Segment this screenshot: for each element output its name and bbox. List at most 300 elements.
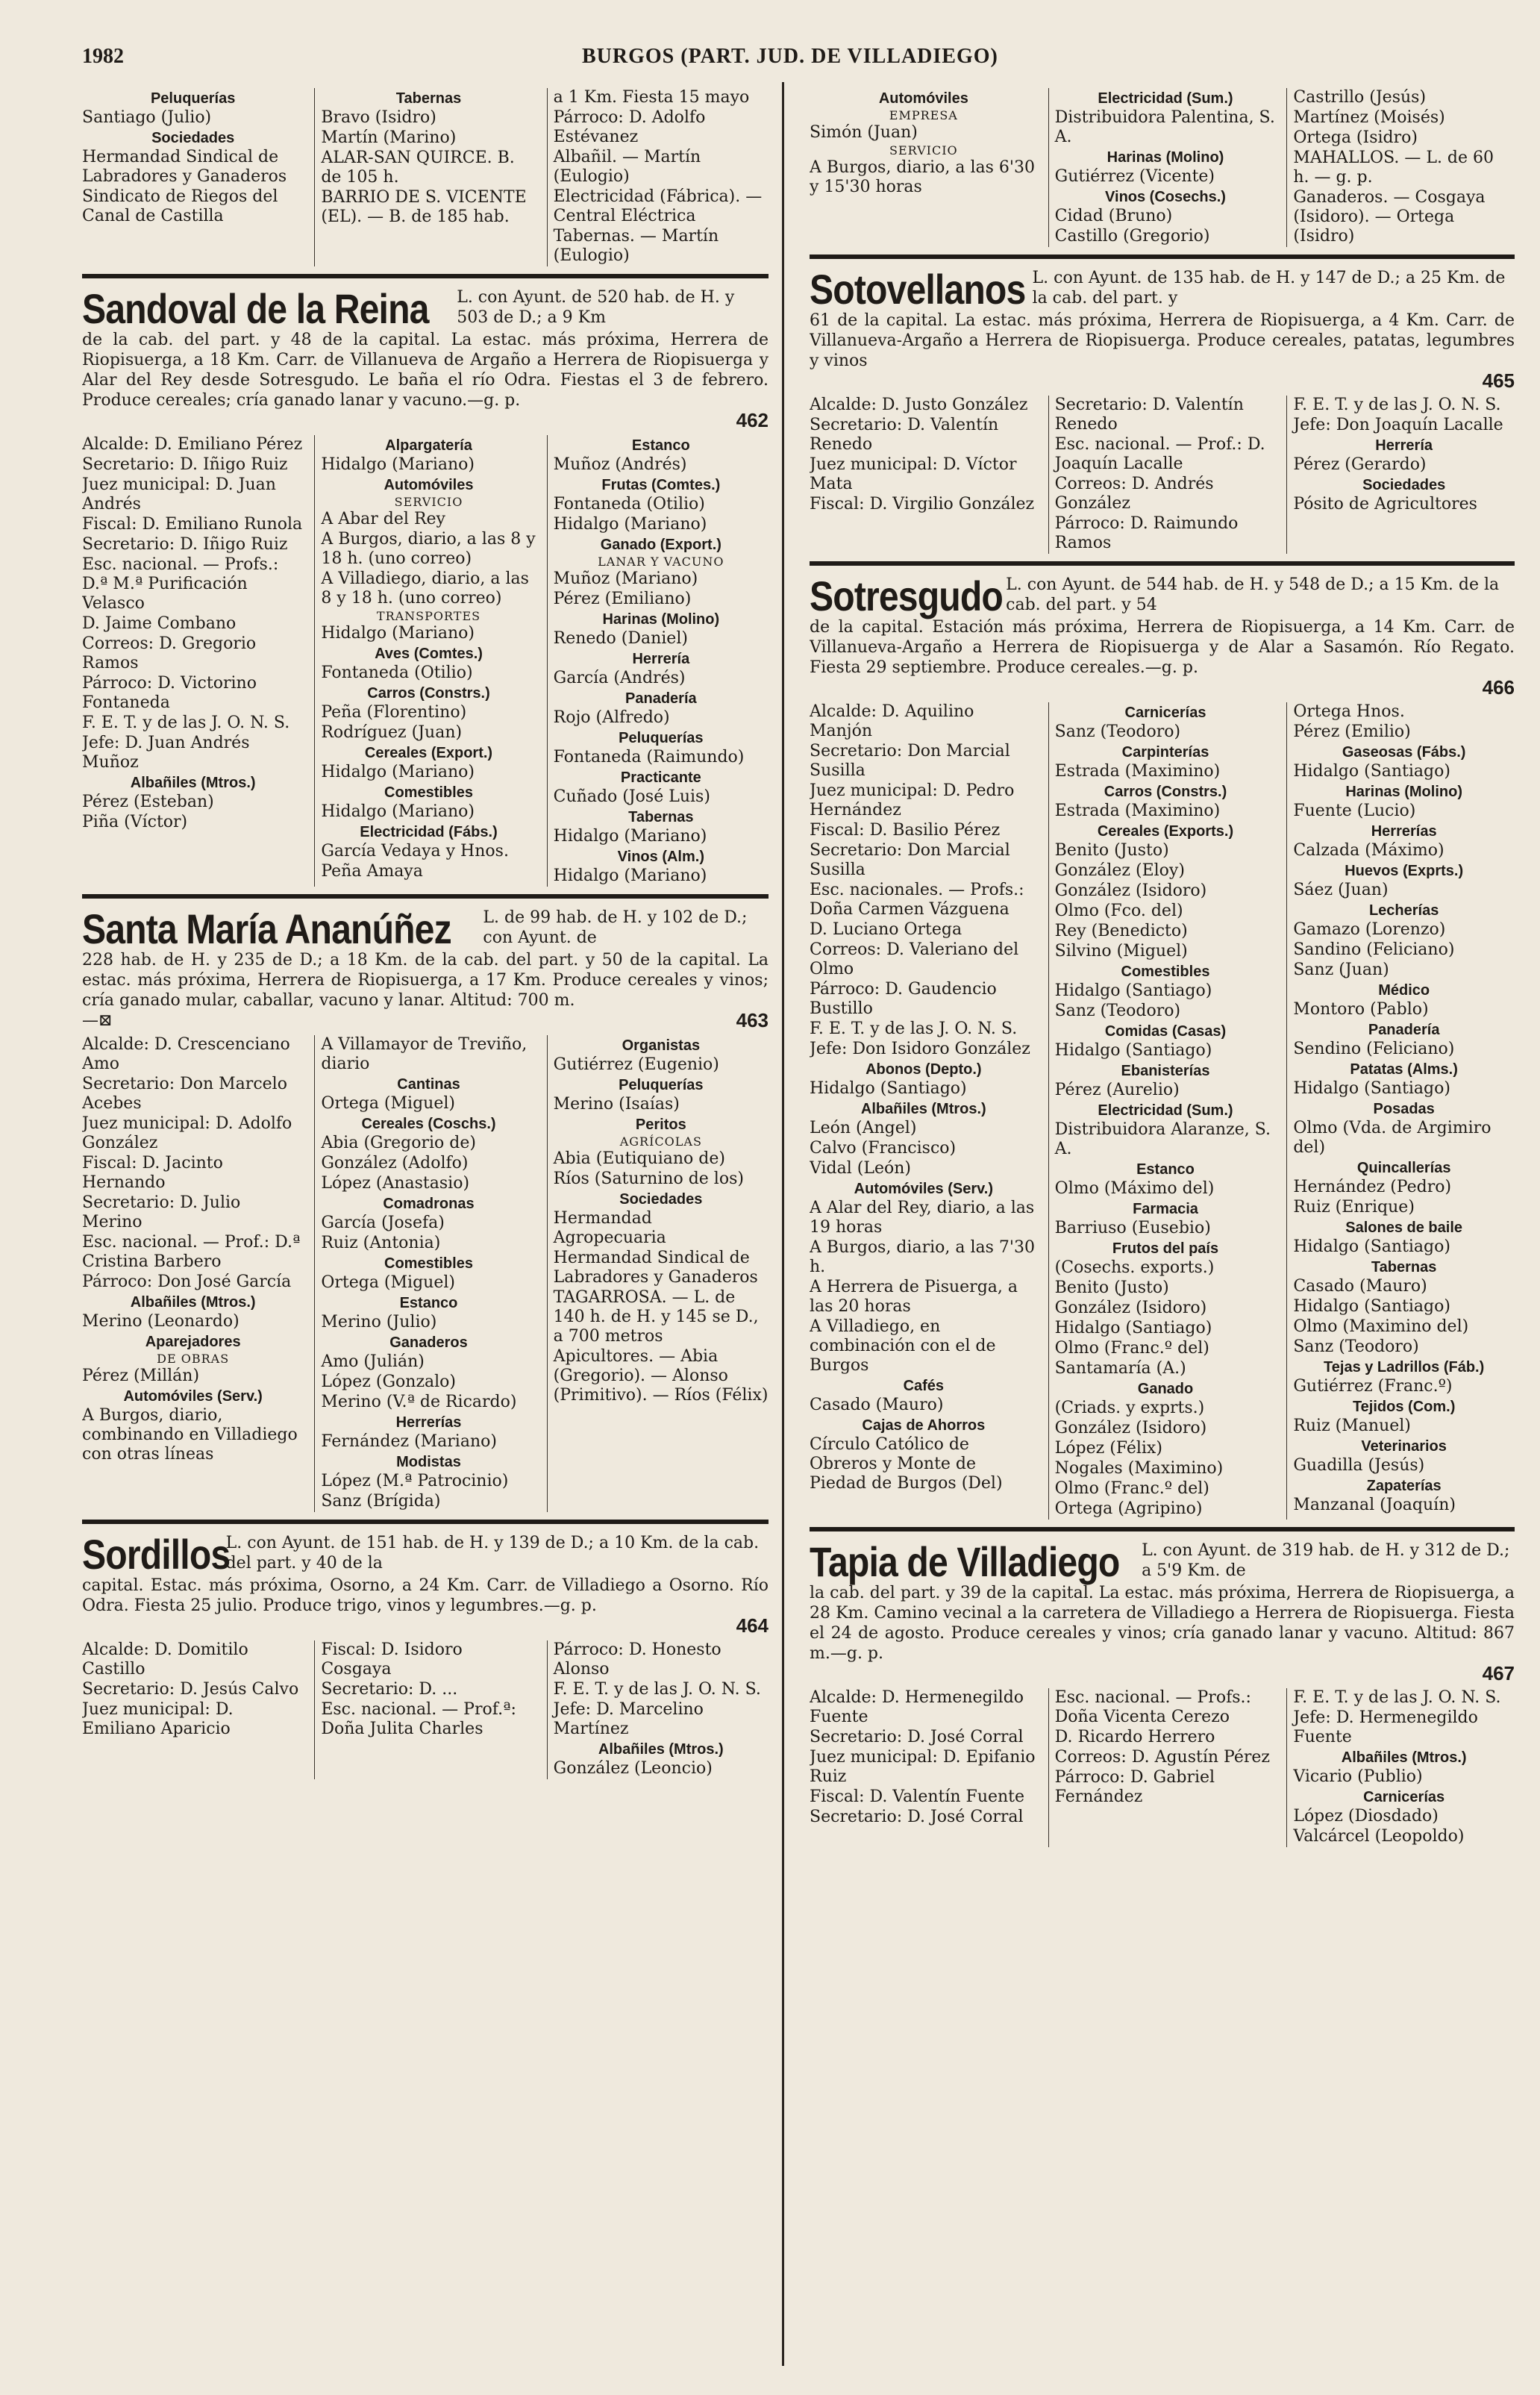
directory-entry: Sanz (Juan) bbox=[1293, 961, 1389, 980]
category-heading: Electricidad (Sum.) bbox=[1098, 1102, 1233, 1120]
directory-entry: Fiscal: D. Jacinto Hernando bbox=[82, 1154, 223, 1193]
directory-entry: Ríos (Saturnino de los) bbox=[553, 1170, 744, 1189]
category-heading: Tabernas bbox=[1371, 1259, 1437, 1276]
directory-entry: López (Anastasio) bbox=[321, 1174, 470, 1193]
town-description: 61 de la capital. La estac. más próxima, Herrera de Riopisuerga, a 4 Km. Carr. de Villanueva-Argaño a Herrera de Riopisuerga. Produce cereales, patatas, legumbres y vinos bbox=[810, 311, 1515, 371]
directory-entry: Juez municipal: D. Adolfo González bbox=[82, 1114, 292, 1153]
directory-entry: Juez municipal: D. Emiliano Aparicio bbox=[82, 1700, 234, 1739]
directory-entry: Guadilla (Jesús) bbox=[1293, 1456, 1425, 1476]
category-subheading: AGRÍCOLAS bbox=[619, 1134, 702, 1149]
directory-entry: Hidalgo (Mariano) bbox=[321, 624, 475, 643]
entries-subcolumn bbox=[547, 435, 769, 887]
directory-entry: A Alar del Rey, diario, a las 19 horas bbox=[810, 1199, 1035, 1237]
category-heading: Automóviles bbox=[384, 477, 474, 494]
directory-entry: Juez municipal: D. Pedro Hernández bbox=[810, 781, 1015, 820]
directory-entry: A Burgos, diario, a las 7'30 h. bbox=[810, 1238, 1035, 1277]
category-heading: Carpinterías bbox=[1121, 744, 1209, 761]
code-line bbox=[810, 1664, 1515, 1684]
entries-grid bbox=[810, 1688, 1515, 1847]
directory-entry: Ortega (Agripino) bbox=[1054, 1499, 1203, 1519]
directory-entry: Secretario: D. Valentín Renedo bbox=[810, 416, 999, 455]
directory-entry: Hidalgo (Santiago) bbox=[1054, 1319, 1212, 1338]
directory-entry: Muñoz (Andrés) bbox=[553, 455, 687, 475]
directory-entry: Hidalgo (Santiago) bbox=[1293, 762, 1450, 781]
directory-entry: Párroco: D. Raimundo Ramos bbox=[1054, 514, 1239, 553]
category-heading: Posadas bbox=[1373, 1101, 1435, 1118]
directory-entry: Olmo (Franc.º del) bbox=[1054, 1339, 1209, 1358]
directory-entry: Jefe: D. Hermenegildo Fuente bbox=[1293, 1708, 1478, 1747]
category-heading: Comadronas bbox=[383, 1196, 475, 1213]
entries-subcolumn bbox=[1286, 1688, 1515, 1847]
category-heading: Veterinarios bbox=[1361, 1438, 1447, 1455]
directory-entry: Secretario: D. Jesús Calvo bbox=[82, 1680, 299, 1699]
directory-entry: Jefe: Don Isidoro González bbox=[810, 1040, 1030, 1059]
directory-entry: Renedo (Daniel) bbox=[553, 629, 688, 649]
directory-entry: F. E. T. y de las J. O. N. S. bbox=[810, 1019, 1018, 1039]
category-heading: Frutas (Comtes.) bbox=[601, 477, 721, 494]
directory-entry: Fiscal: D. Valentín Fuente bbox=[810, 1787, 1025, 1807]
directory-entry: Gutiérrez (Eugenio) bbox=[553, 1055, 719, 1075]
directory-entry: Tabernas. — Martín (Eulogio) bbox=[553, 227, 719, 265]
category-heading: Herrerías bbox=[1371, 823, 1437, 840]
entries-subcolumn bbox=[1286, 396, 1515, 554]
directory-entry: Fuente (Lucio) bbox=[1293, 802, 1416, 821]
directory-entry: Jefe: Don Joaquín Lacalle bbox=[1293, 416, 1503, 435]
directory-entry: Esc. nacionales. — Profs.: Doña Carmen Vázguena bbox=[810, 881, 1024, 919]
page-header bbox=[82, 45, 1477, 75]
directory-entry: Montoro (Pablo) bbox=[1293, 1000, 1429, 1019]
directory-entry: Hidalgo (Santiago) bbox=[1054, 981, 1212, 1001]
directory-entry: (Criads. y exprts.) bbox=[1054, 1399, 1205, 1418]
category-heading: Ganaderos bbox=[389, 1334, 468, 1352]
directory-entry: Alcalde: D. Crescenciano Amo bbox=[82, 1035, 290, 1074]
directory-entry: Hidalgo (Santiago) bbox=[1054, 1041, 1212, 1061]
directory-entry: Nogales (Maximino) bbox=[1054, 1459, 1224, 1478]
directory-entry: MAHALLOS. — L. de 60 h. — g. p. bbox=[1293, 149, 1494, 187]
directory-entry: Hernández (Pedro) bbox=[1293, 1178, 1452, 1197]
directory-entry: Martín (Marino) bbox=[321, 128, 457, 147]
category-heading: Albañiles (Mtros.) bbox=[1341, 1749, 1467, 1767]
category-subheading: SERVICIO bbox=[394, 495, 463, 510]
category-heading: Comestibles bbox=[384, 784, 473, 802]
directory-entry: Hidalgo (Mariano) bbox=[321, 763, 475, 782]
directory-entry: López (Diosdado) bbox=[1293, 1807, 1439, 1826]
directory-entry: Secretario: Don Marcelo Acebes bbox=[82, 1075, 287, 1114]
directory-entry: Benito (Justo) bbox=[1054, 1278, 1169, 1298]
entries-subcolumn bbox=[547, 1035, 769, 1512]
entries-subcolumn bbox=[314, 435, 536, 887]
entries-subcolumn bbox=[82, 1035, 304, 1512]
directory-entry: Albañil. — Martín (Eulogio) bbox=[553, 148, 701, 186]
directory-entry: Juez municipal: D. Víctor Mata bbox=[810, 455, 1017, 494]
category-heading: Practicante bbox=[620, 769, 701, 787]
directory-entry: Pérez (Aurelio) bbox=[1054, 1081, 1180, 1100]
directory-entry: Gamazo (Lorenzo) bbox=[1293, 920, 1446, 940]
category-subheading: SERVICIO bbox=[889, 143, 958, 157]
directory-entry: Jefe: D. Juan Andrés Muñoz bbox=[82, 734, 250, 772]
directory-entry: Gutiérrez (Franc.º) bbox=[1293, 1377, 1453, 1396]
category-heading: Cajas de Ahorros bbox=[862, 1417, 986, 1434]
directory-entry: Pérez (Gerardo) bbox=[1293, 455, 1427, 475]
town-name: Sotovellanos bbox=[810, 266, 1026, 313]
code-line bbox=[810, 678, 1515, 698]
directory-entry: Benito (Justo) bbox=[1054, 841, 1169, 861]
town-intro-first: L. con Ayunt. de 319 hab. de H. y 312 de D.; a 5'9 Km. de bbox=[1142, 1541, 1510, 1581]
town-intro-first: L. con Ayunt. de 544 hab. de H. y 548 de D.; a 15 Km. de la cab. del part. y 54 bbox=[1006, 575, 1500, 615]
entries-subcolumn bbox=[1048, 1688, 1277, 1847]
directory-entry: Castrillo (Jesús) bbox=[1293, 88, 1427, 107]
directory-entry: Sanz (Brígida) bbox=[321, 1492, 441, 1511]
directory-entry: Secretario: D. Julio Merino bbox=[82, 1193, 241, 1232]
entries-subcolumn bbox=[314, 1035, 536, 1512]
directory-entry: Abia (Gregorio de) bbox=[321, 1134, 476, 1153]
directory-entry: A Villadiego, en combinación con el de Burgos bbox=[810, 1317, 996, 1376]
category-heading: Ganado bbox=[1137, 1381, 1194, 1398]
town-intro-first: L. con Ayunt. de 135 hab. de H. y 147 de D.; a 25 Km. de la cab. del part. y bbox=[1032, 269, 1506, 307]
entries-grid bbox=[82, 1640, 769, 1779]
category-heading: Albañiles (Mtros.) bbox=[598, 1741, 724, 1758]
right-column bbox=[810, 84, 1515, 2367]
directory-entry: Secretario: Don Marcial Susilla bbox=[810, 841, 1010, 880]
directory-entry: Hidalgo (Mariano) bbox=[553, 866, 707, 886]
directory-entry: Hidalgo (Santiago) bbox=[1293, 1297, 1450, 1317]
category-heading: Comidas (Casas) bbox=[1104, 1023, 1227, 1040]
directory-entry: Olmo (Franc.º del) bbox=[1054, 1479, 1209, 1499]
directory-entry: TAGARROSA. — L. de 140 h. de H. y 145 se D., a 700 metros bbox=[553, 1288, 759, 1346]
directory-entry: González (Isidoro) bbox=[1054, 1299, 1207, 1318]
directory-entry: Ortega (Isidro) bbox=[1293, 128, 1418, 147]
directory-entry: Ortega (Miguel) bbox=[321, 1273, 455, 1293]
category-heading: Panadería bbox=[1368, 1022, 1440, 1039]
directory-entry: Cidad (Bruno) bbox=[1054, 207, 1173, 225]
directory-entry: Pérez (Millán) bbox=[82, 1367, 200, 1386]
directory-entry: González (Isidoro) bbox=[1054, 881, 1207, 901]
directory-entry: Ruiz (Antonia) bbox=[321, 1234, 441, 1253]
directory-entry: Valcárcel (Leopoldo) bbox=[1293, 1827, 1465, 1846]
category-heading: Automóviles (Serv.) bbox=[123, 1388, 263, 1405]
directory-entry: Santiago (Julio) bbox=[82, 108, 212, 127]
directory-entry: Simón (Juan) bbox=[810, 123, 918, 142]
directory-entry: Correos: D. Gregorio Ramos bbox=[82, 634, 257, 673]
directory-entry: Silvino (Miguel) bbox=[1054, 942, 1188, 961]
directory-entry: Secretario: D. Valentín Renedo bbox=[1054, 396, 1244, 434]
town-code: 464 bbox=[736, 1614, 769, 1637]
directory-entry: D. Luciano Ortega bbox=[810, 920, 962, 940]
category-heading: Zapaterías bbox=[1366, 1478, 1442, 1495]
category-heading: Tejas y Ladrillos (Fáb.) bbox=[1324, 1359, 1485, 1376]
category-heading: Carros (Constrs.) bbox=[367, 685, 490, 702]
town-name: Santa María Ananúñez bbox=[82, 905, 451, 953]
directory-entry: a 1 Km. Fiesta 15 mayo bbox=[553, 88, 750, 107]
town-code: 466 bbox=[1482, 676, 1515, 699]
directory-entry: Fiscal: D. Isidoro Cosgaya bbox=[321, 1640, 463, 1679]
category-heading: Harinas (Molino) bbox=[1345, 784, 1462, 801]
category-heading: Herrerías bbox=[395, 1414, 462, 1431]
category-heading: Abonos (Depto.) bbox=[866, 1061, 982, 1078]
directory-entry: Martínez (Moisés) bbox=[1293, 108, 1445, 127]
directory-entry: Fontaneda (Raimundo) bbox=[553, 748, 745, 767]
category-heading: Frutos del país bbox=[1112, 1240, 1219, 1258]
directory-entry: Alcalde: D. Aquilino Manjón bbox=[810, 702, 974, 741]
category-heading: Cantinas bbox=[397, 1076, 460, 1093]
directory-entry: Círculo Católico de Obreros y Monte de Piedad de Burgos (Del) bbox=[810, 1435, 1003, 1493]
category-heading: Estanco bbox=[399, 1295, 458, 1312]
directory-entry: Estrada (Maximino) bbox=[1054, 802, 1221, 821]
directory-entry: Sanz (Teodoro) bbox=[1054, 1002, 1181, 1021]
column-divider bbox=[782, 82, 784, 2366]
category-heading: Estanco bbox=[1136, 1161, 1195, 1178]
directory-entry: Fontaneda (Otilio) bbox=[321, 663, 473, 683]
entries-subcolumn bbox=[810, 396, 1038, 554]
category-heading: Peluquerías bbox=[619, 1077, 704, 1094]
category-heading: Modistas bbox=[396, 1454, 461, 1471]
category-subheading: TRANSPORTES bbox=[376, 609, 481, 624]
directory-entry: Alcalde: D. Domitilo Castillo bbox=[82, 1640, 248, 1679]
directory-entry: Ortega Hnos. bbox=[1293, 702, 1405, 722]
category-heading: Tabernas bbox=[628, 809, 694, 826]
category-heading: Cereales (Export.) bbox=[364, 745, 493, 762]
town-name: Sordillos bbox=[82, 1531, 231, 1579]
category-subheading: EMPRESA bbox=[889, 108, 958, 122]
category-heading: Albañiles (Mtros.) bbox=[130, 1294, 256, 1311]
category-heading: Herrería bbox=[1375, 437, 1433, 455]
directory-entry: Merino (Julio) bbox=[321, 1313, 437, 1332]
directory-entry: Rodríguez (Juan) bbox=[321, 723, 463, 743]
directory-entry: Pérez (Emiliano) bbox=[553, 590, 692, 609]
directory-entry: Rojo (Alfredo) bbox=[553, 708, 670, 728]
directory-entry: Secretario: D. José Corral bbox=[810, 1808, 1024, 1827]
directory-entry: F. E. T. y de las J. O. N. S. bbox=[553, 1680, 761, 1699]
category-heading: Automóviles bbox=[878, 90, 968, 107]
entries-grid bbox=[82, 1035, 769, 1512]
category-heading: Electricidad (Fábs.) bbox=[360, 824, 498, 841]
directory-entry: Alcalde: D. Justo González bbox=[810, 396, 1028, 415]
directory-entry: Sandino (Feliciano) bbox=[1293, 940, 1455, 960]
directory-entry: Hermandad Sindical de Labradores y Ganaderos bbox=[82, 148, 287, 186]
directory-entry: Sendino (Feliciano) bbox=[1293, 1040, 1455, 1059]
directory-entry: Pérez (Esteban) bbox=[82, 793, 214, 812]
directory-entry: Apicultores. — Abia (Gregorio). — Alonso (Primitivo). — Ríos (Félix) bbox=[553, 1347, 769, 1405]
directory-entry: Hidalgo (Mariano) bbox=[321, 802, 475, 822]
directory-entry: Esc. nacional. — Prof.: D.ª Cristina Barbero bbox=[82, 1233, 301, 1272]
town-code: 465 bbox=[1482, 369, 1515, 393]
directory-entry: Bravo (Isidro) bbox=[321, 108, 436, 127]
directory-entry: Correos: D. Andrés González bbox=[1054, 475, 1214, 513]
entries-subcolumn bbox=[82, 88, 304, 266]
category-heading: Albañiles (Mtros.) bbox=[130, 775, 256, 792]
directory-entry: Juez municipal: D. Juan Andrés bbox=[82, 475, 276, 514]
category-heading: Aves (Comtes.) bbox=[375, 646, 483, 663]
town-code: 467 bbox=[1482, 1662, 1515, 1685]
directory-entry: Secretario: D. Iñigo Ruiz bbox=[82, 535, 288, 555]
directory-entry: A Herrera de Pisuerga, a las 20 horas bbox=[810, 1278, 1018, 1317]
category-heading: Carros (Constrs.) bbox=[1104, 784, 1227, 801]
category-heading: Patatas (Alms.) bbox=[1350, 1061, 1458, 1078]
town-name: Sotresgudo bbox=[810, 572, 1003, 620]
page-title: BURGOS (PART. JUD. DE VILLADIEGO) bbox=[582, 45, 998, 68]
directory-entry: López (Gonzalo) bbox=[321, 1373, 457, 1392]
directory-entry: Hidalgo (Santiago) bbox=[810, 1079, 967, 1099]
category-heading: Comestibles bbox=[1121, 964, 1210, 981]
town-name: Sandoval de la Reina bbox=[82, 285, 429, 332]
directory-entry: BARRIO DE S. VICENTE (EL). — B. de 185 hab. bbox=[321, 188, 527, 226]
entries-subcolumn bbox=[1048, 88, 1277, 247]
directory-entry: Casado (Mauro) bbox=[810, 1396, 944, 1415]
directory-entry: Amo (Julián) bbox=[321, 1352, 425, 1372]
directory-entry: Esc. nacional. — Prof.ª: Doña Julita Charles bbox=[321, 1700, 516, 1739]
category-heading: Salones de baile bbox=[1345, 1220, 1463, 1237]
directory-entry: López (M.ª Patrocinio) bbox=[321, 1472, 509, 1491]
directory-entry: A Burgos, diario, combinando en Villadiego con otras líneas bbox=[82, 1406, 298, 1464]
section-title-row bbox=[810, 1538, 1515, 1586]
directory-entry: Olmo (Fco. del) bbox=[1054, 902, 1183, 921]
section-title-row bbox=[810, 572, 1515, 620]
category-heading: Médico bbox=[1378, 982, 1430, 999]
directory-entry: Pérez (Emilio) bbox=[1293, 722, 1411, 742]
town-name: Tapia de Villadiego bbox=[810, 1538, 1120, 1586]
directory-entry: Sáez (Juan) bbox=[1293, 881, 1389, 900]
directory-entry: Hermandad Agropecuaria bbox=[553, 1209, 666, 1248]
directory-entry: García (Andrés) bbox=[553, 669, 686, 688]
directory-entry: F. E. T. y de las J. O. N. S. bbox=[1293, 1688, 1501, 1708]
directory-entry: Calzada (Máximo) bbox=[1293, 841, 1444, 861]
directory-entry: Fiscal: D. Virgilio González bbox=[810, 495, 1035, 514]
category-heading: Cafés bbox=[903, 1378, 945, 1395]
category-heading: Vinos (Alm.) bbox=[617, 849, 704, 866]
entries-subcolumn bbox=[810, 702, 1038, 1520]
category-heading: Alpargatería bbox=[385, 437, 472, 455]
entries-subcolumn bbox=[82, 435, 304, 887]
section-title-row bbox=[82, 287, 769, 330]
entries-subcolumn bbox=[547, 1640, 769, 1779]
directory-entry: Estrada (Maximino) bbox=[1054, 762, 1221, 781]
directory-entry: Alcalde: D. Emiliano Pérez bbox=[82, 435, 303, 455]
section-title-row bbox=[82, 905, 769, 953]
town-description: la cab. del part. y 39 de la capital. La estac. más próxima, Herrera de Riopisuerga, a 28 Km. Camino vecinal a la carretera de Villadiego a Herrera de Riopisuerga. Fiesta el 24 de agosto. Produce cereales y vinos; cría ganado lanar y vacuno. Altitud: 867 m.—g. p. bbox=[810, 1584, 1515, 1664]
category-heading: Ebanisterías bbox=[1121, 1063, 1210, 1080]
directory-entry: Hermandad Sindical de Labradores y Ganaderos bbox=[553, 1249, 758, 1287]
category-heading: Automóviles (Serv.) bbox=[854, 1181, 993, 1198]
entries-subcolumn bbox=[810, 1688, 1038, 1847]
directory-entry: Piña (Víctor) bbox=[82, 813, 188, 832]
category-heading: Tejidos (Com.) bbox=[1352, 1399, 1456, 1416]
directory-entry: Manzanal (Joaquín) bbox=[1293, 1496, 1456, 1515]
category-heading: Cereales (Coschs.) bbox=[361, 1116, 496, 1133]
section-rule bbox=[82, 894, 769, 899]
category-heading: Comestibles bbox=[384, 1255, 473, 1273]
postal-symbol: —⊠ bbox=[82, 1011, 113, 1031]
category-heading: Albañiles (Mtros.) bbox=[860, 1101, 986, 1118]
entries-grid bbox=[810, 702, 1515, 1520]
directory-entry: Ruiz (Enrique) bbox=[1293, 1198, 1415, 1217]
section-rule bbox=[82, 274, 769, 278]
directory-entry: Párroco: D. Gaudencio Bustillo bbox=[810, 980, 997, 1019]
directory-entry: Fontaneda (Otilio) bbox=[553, 495, 705, 514]
category-heading: Tabernas bbox=[395, 90, 462, 107]
entries-subcolumn bbox=[1286, 88, 1515, 247]
directory-entry: Esc. nacional. — Prof.: D. Joaquín Lacalle bbox=[1054, 435, 1265, 474]
directory-entry: García (Josefa) bbox=[321, 1214, 445, 1233]
directory-entry: F. E. T. y de las J. O. N. S. bbox=[1293, 396, 1501, 415]
entries-subcolumn bbox=[314, 1640, 536, 1779]
entries-subcolumn bbox=[1286, 702, 1515, 1520]
section-title-row bbox=[810, 266, 1515, 313]
entries-grid bbox=[810, 88, 1515, 247]
directory-entry: González (Adolfo) bbox=[321, 1154, 469, 1173]
directory-entry: A Villadiego, diario, a las 8 y 18 h. (uno correo) bbox=[321, 569, 529, 608]
category-heading: Peluquerías bbox=[150, 90, 236, 107]
directory-entry: Merino (Isaías) bbox=[553, 1095, 680, 1114]
directory-entry: Pósito de Agricultores bbox=[1293, 495, 1477, 514]
directory-entry: A Abar del Rey bbox=[321, 510, 445, 529]
directory-entry: Fernández (Mariano) bbox=[321, 1432, 497, 1452]
category-heading: Peluquerías bbox=[619, 730, 704, 747]
category-heading: Ganado (Export.) bbox=[600, 537, 722, 554]
left-column bbox=[82, 84, 769, 2367]
town-intro-first: L. con Ayunt. de 151 hab. de H. y 139 de D.; a 10 Km. de la cab. del part. y 40 de la bbox=[225, 1534, 760, 1573]
page-number: 1982 bbox=[82, 45, 124, 68]
directory-entry: Hidalgo (Mariano) bbox=[553, 827, 707, 846]
category-subheading: DE OBRAS bbox=[157, 1352, 230, 1367]
directory-entry: Merino (Leonardo) bbox=[82, 1312, 240, 1331]
directory-entry: Correos: D. Valeriano del Olmo bbox=[810, 940, 1019, 979]
directory-entry: A Villamayor de Treviño, diario bbox=[321, 1035, 528, 1074]
category-subheading: LANAR Y VACUNO bbox=[598, 555, 724, 569]
directory-entry: Sanz (Teodoro) bbox=[1054, 722, 1181, 742]
directory-entry: Distribuidora Alaranze, S. A. bbox=[1054, 1120, 1271, 1159]
directory-entry: Fiscal: D. Basilio Pérez bbox=[810, 821, 1001, 840]
directory-entry: Rey (Benedicto) bbox=[1054, 922, 1188, 941]
section-rule bbox=[810, 255, 1515, 259]
directory-entry: Esc. nacional. — Profs.: D.ª M.ª Purificación Velasco bbox=[82, 555, 279, 613]
directory-entry: (Cosechs. exports.) bbox=[1054, 1258, 1215, 1278]
directory-entry: Merino (V.ª de Ricardo) bbox=[321, 1393, 517, 1412]
directory-entry: Vidal (León) bbox=[810, 1159, 911, 1178]
category-heading: Cereales (Exports.) bbox=[1097, 823, 1234, 840]
entries-subcolumn bbox=[314, 88, 536, 266]
town-intro-first: L. de 99 hab. de H. y 102 de D.; con Ayunt. de bbox=[483, 908, 748, 948]
directory-entry: Jefe: D. Marcelino Martínez bbox=[553, 1700, 704, 1739]
directory-entry: Calvo (Francisco) bbox=[810, 1139, 957, 1158]
category-heading: Sociedades bbox=[151, 130, 235, 146]
category-heading: Sociedades bbox=[619, 1191, 703, 1208]
directory-entry: Párroco: Don José García bbox=[82, 1273, 292, 1292]
directory-entry: Peña Amaya bbox=[321, 862, 423, 881]
directory-entry: Distribuidora Palentina, S. A. bbox=[1054, 108, 1275, 146]
directory-entry: Castillo (Gregorio) bbox=[1054, 227, 1210, 246]
category-heading: Vinos (Cosechs.) bbox=[1105, 189, 1226, 205]
section-rule bbox=[82, 1520, 769, 1524]
category-heading: Gaseosas (Fábs.) bbox=[1342, 744, 1466, 761]
directory-entry: Olmo (Vda. de Argimiro del) bbox=[1293, 1119, 1492, 1158]
directory-entry: Sanz (Teodoro) bbox=[1293, 1337, 1419, 1357]
directory-entry: Electricidad (Fábrica). — Central Eléctrica bbox=[553, 187, 763, 225]
town-code: 463 bbox=[736, 1009, 769, 1032]
town-code: 462 bbox=[736, 409, 769, 432]
directory-entry: González (Isidoro) bbox=[1054, 1419, 1207, 1438]
directory-entry: Párroco: D. Adolfo Estévanez bbox=[553, 108, 706, 146]
directory-entry: Secretario: D. ... bbox=[321, 1680, 458, 1699]
directory-entry: Casado (Mauro) bbox=[1293, 1277, 1427, 1296]
category-heading: Carnicerías bbox=[1363, 1789, 1445, 1806]
entries-subcolumn bbox=[810, 88, 1038, 247]
town-description: capital. Estac. más próxima, Osorno, a 24 Km. Carr. de Villadiego a Osorno. Río Odra. Fiesta 25 julio. Produce trigo, vinos y legumbres.—g. p. bbox=[82, 1576, 769, 1616]
section-rule bbox=[810, 1527, 1515, 1531]
directory-entry: Vicario (Publio) bbox=[1293, 1767, 1423, 1787]
directory-entry: D. Ricardo Herrero bbox=[1054, 1728, 1215, 1747]
directory-entry: Ruiz (Manuel) bbox=[1293, 1417, 1411, 1436]
category-heading: Herrería bbox=[632, 651, 690, 668]
